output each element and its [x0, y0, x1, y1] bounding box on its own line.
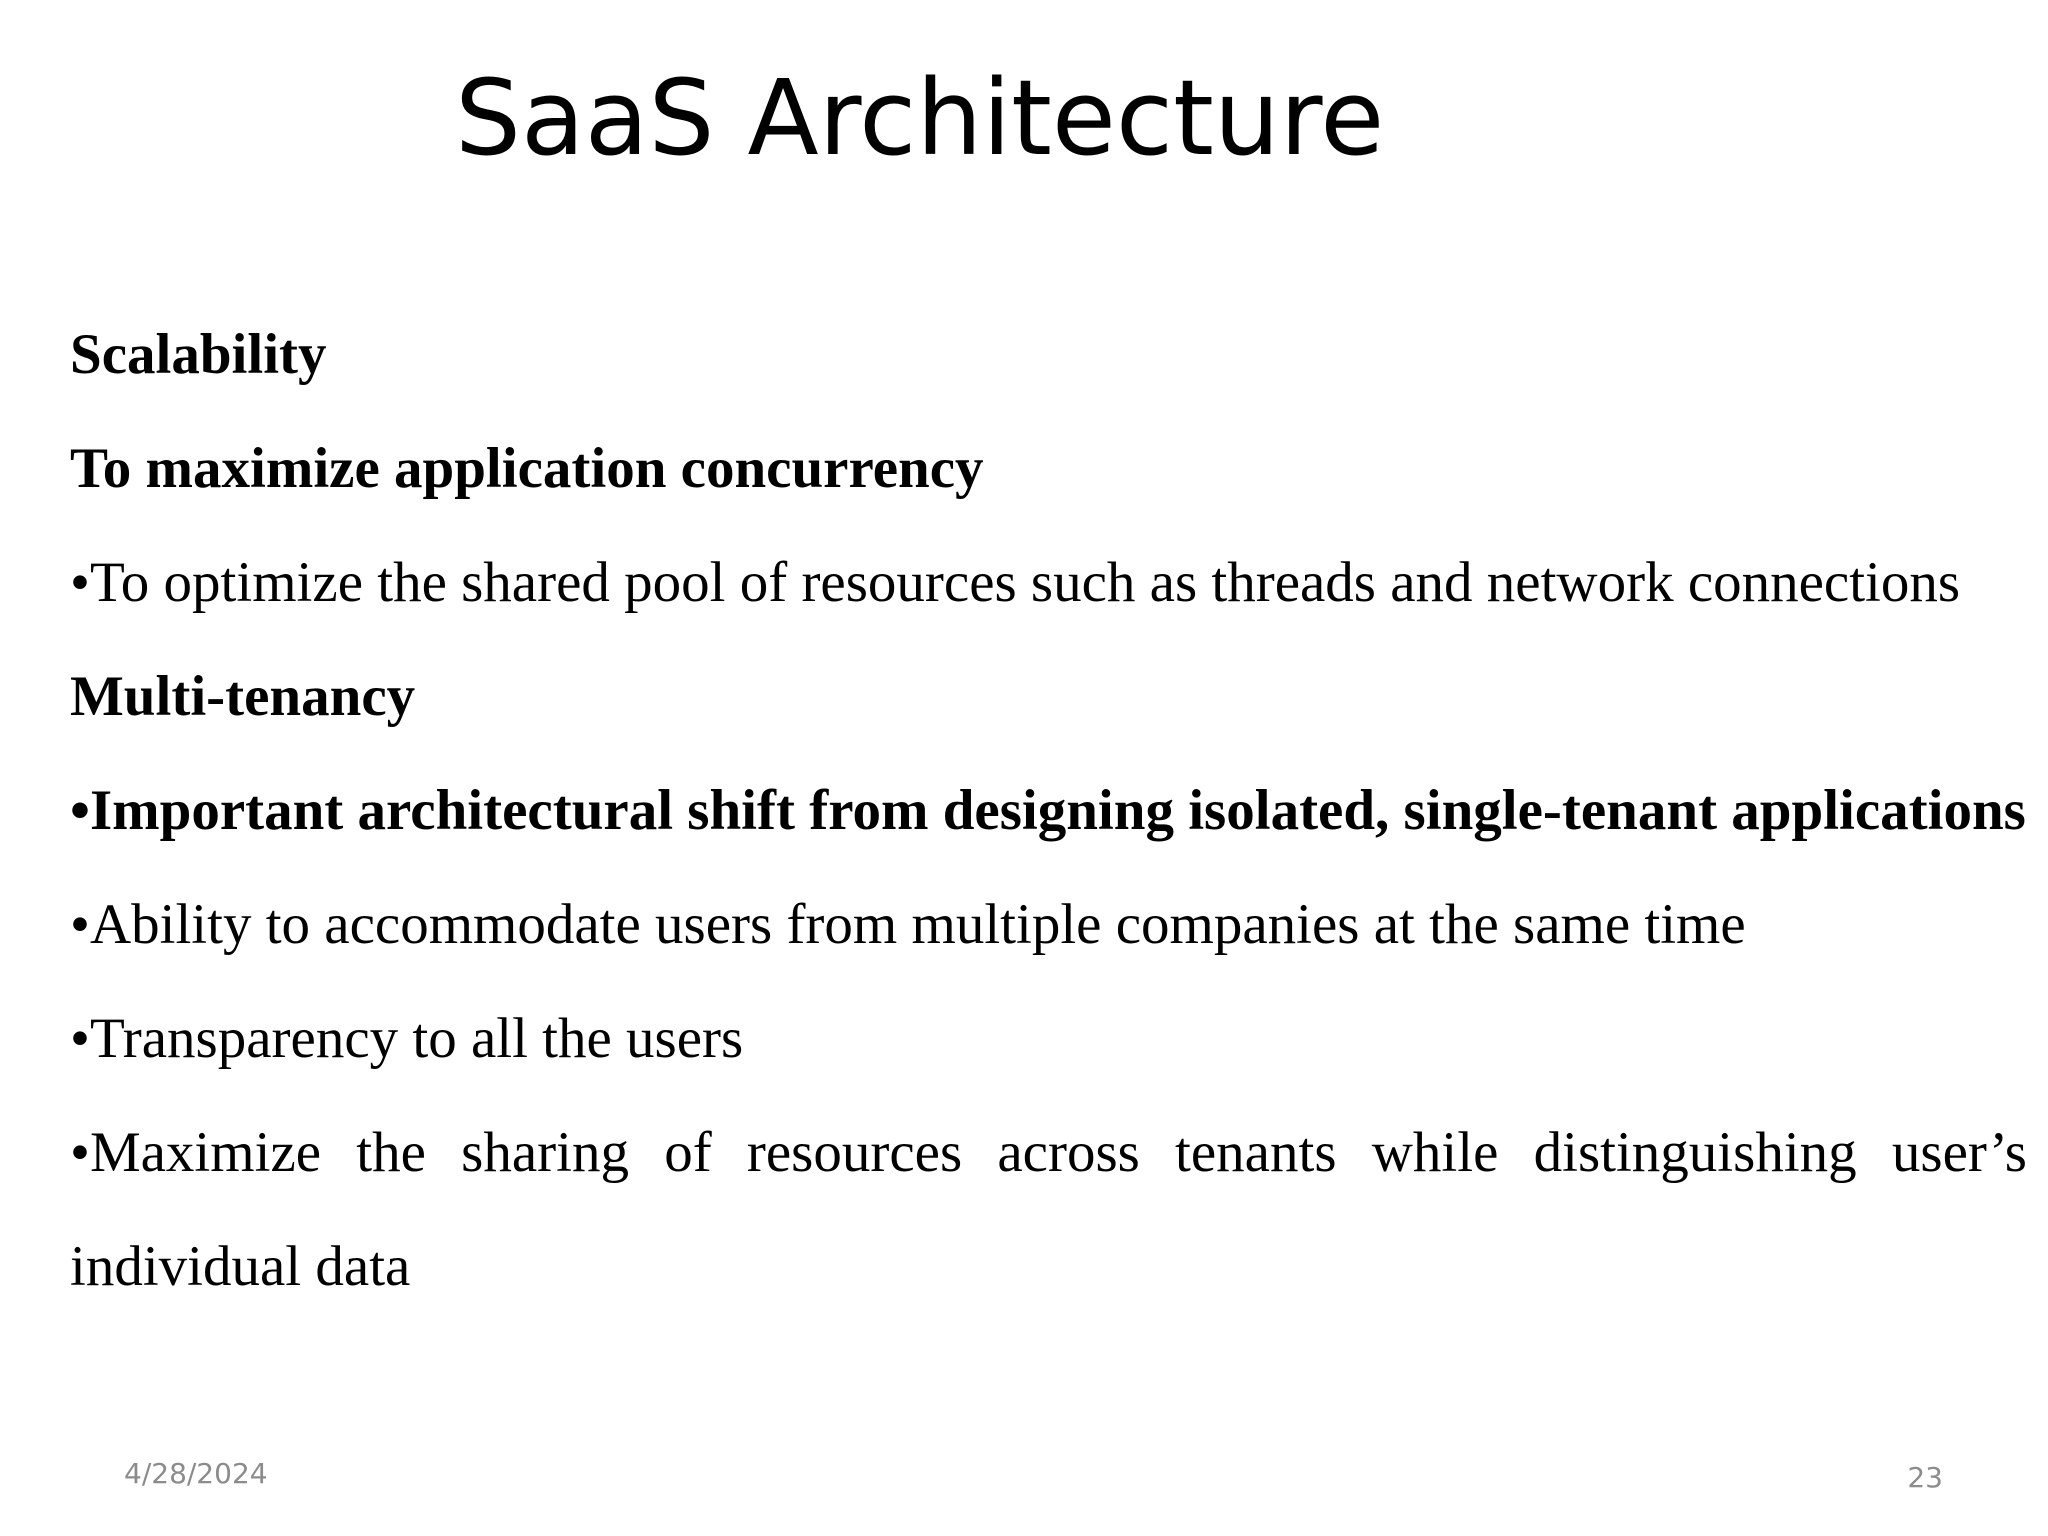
section-heading-multi-tenancy: Multi-tenancy — [70, 665, 416, 728]
bullet-transparency: •Transparency to all the users — [70, 1007, 744, 1070]
bullet-architectural-shift: •Important architectural shift from designing isolated, single-tenant applications — [70, 779, 2026, 842]
bullet-maximize-sharing: •Maximize the sharing of resources across tenants while distinguishing user’s individual data — [70, 1121, 2027, 1298]
bullet-optimize-resources: •To optimize the shared pool of resources such as threads and network connections — [70, 551, 1961, 614]
footer-date: 4/28/2024 — [124, 1457, 268, 1490]
subheading-concurrency: To maximize application concurrency — [70, 437, 984, 500]
slide-content — [70, 298, 2027, 1324]
section-heading-scalability: Scalability — [70, 323, 327, 386]
footer-page-number: 23 — [1907, 1461, 1943, 1494]
slide-title: SaaS Architecture — [455, 57, 1385, 179]
bullet-accommodate-users: •Ability to accommodate users from multiple companies at the same time — [70, 893, 1746, 956]
